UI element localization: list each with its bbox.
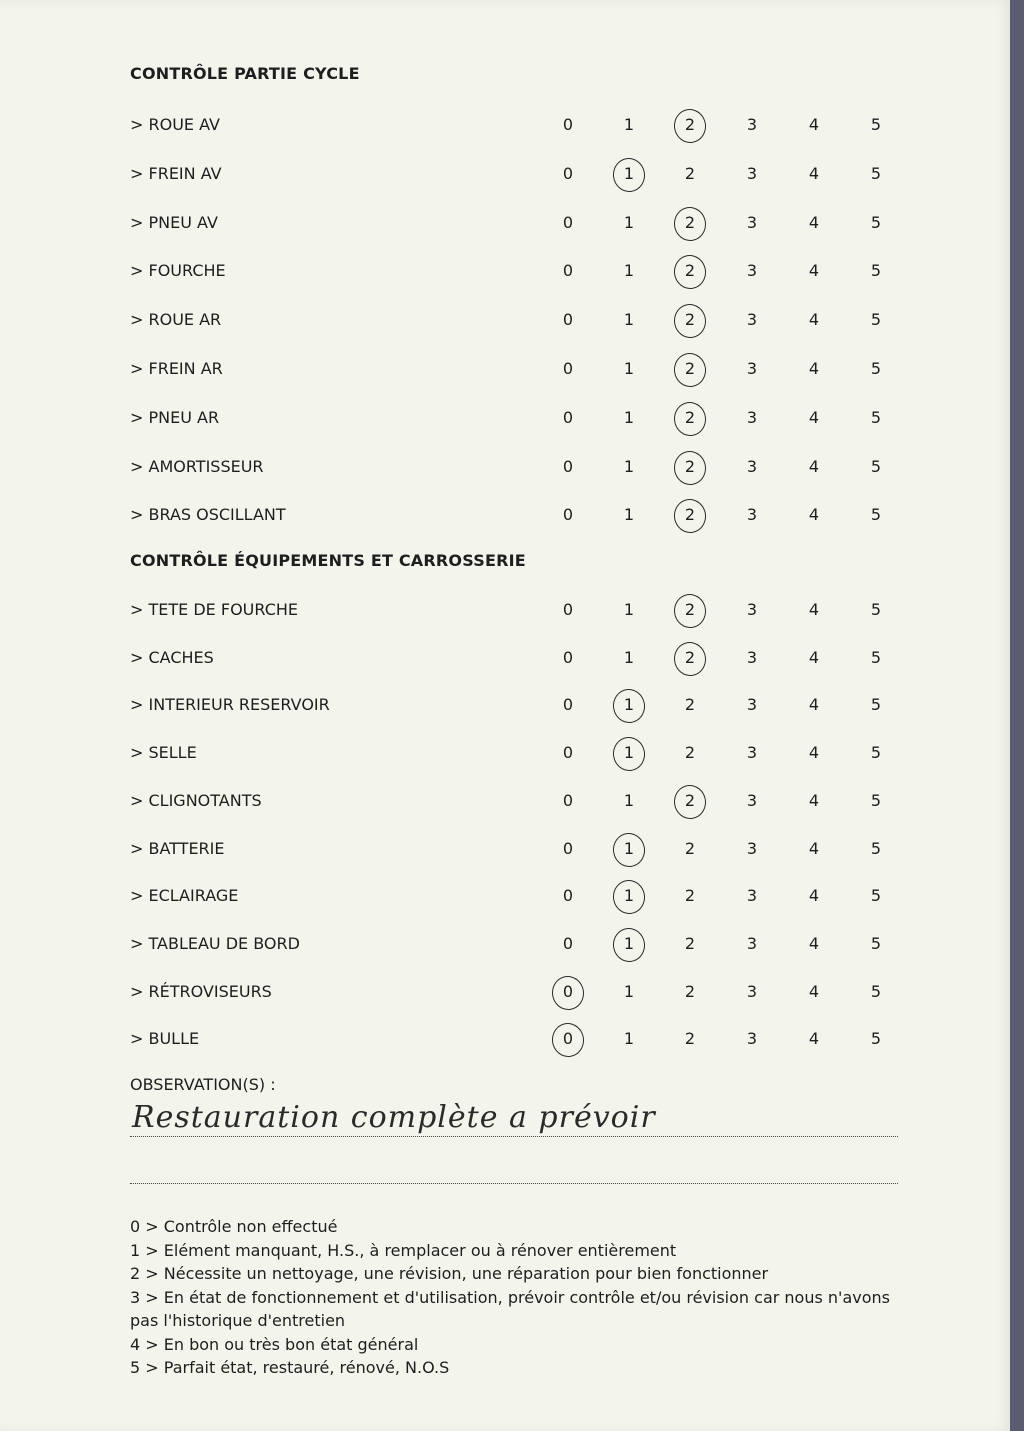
score-option-5[interactable]: 5 — [870, 838, 882, 858]
score-option-4[interactable]: 4 — [808, 310, 820, 330]
checklist-row — [0, 933, 1010, 963]
row-label: > FREIN AV — [130, 163, 222, 183]
row-label: > PNEU AV — [130, 212, 218, 232]
score-option-4[interactable]: 4 — [808, 163, 820, 183]
score-option-2[interactable]: 2 — [684, 261, 696, 281]
score-option-3[interactable]: 3 — [746, 838, 758, 858]
score-option-2[interactable]: 2 — [684, 886, 696, 906]
score-option-0[interactable]: 0 — [562, 359, 574, 378]
score-option-3[interactable]: 3 — [746, 886, 758, 906]
row-label: > TETE DE FOURCHE — [130, 600, 298, 619]
score-option-3[interactable]: 3 — [746, 163, 758, 183]
score-option-2[interactable]: 2 — [684, 212, 696, 232]
checklist-row — [0, 456, 1010, 486]
score-option-5[interactable]: 5 — [870, 261, 882, 281]
checklist-row — [0, 358, 1010, 388]
score-option-5[interactable]: 5 — [870, 1029, 882, 1049]
score-option-5[interactable]: 5 — [870, 115, 882, 134]
row-label: > BATTERIE — [130, 838, 225, 858]
checklist-row — [0, 260, 1010, 290]
score-option-3[interactable]: 3 — [746, 1029, 758, 1049]
score-option-0[interactable]: 0 — [562, 212, 574, 232]
observations-label: OBSERVATION(S) : — [130, 1075, 276, 1094]
score-option-0[interactable]: 0 — [562, 838, 574, 858]
score-option-0[interactable]: 0 — [562, 981, 574, 1001]
score-option-0[interactable]: 0 — [562, 743, 574, 763]
score-option-1[interactable]: 1 — [623, 838, 635, 858]
checklist-row — [0, 163, 1010, 193]
checklist-row — [0, 1028, 1010, 1058]
score-option-5[interactable]: 5 — [870, 456, 882, 476]
score-option-4[interactable]: 4 — [808, 1029, 820, 1049]
score-option-4[interactable]: 4 — [808, 261, 820, 281]
row-label: > ROUE AR — [130, 310, 222, 330]
row-label: > RÉTROVISEURS — [130, 981, 272, 1001]
score-option-4[interactable]: 4 — [808, 981, 820, 1001]
score-option-1[interactable]: 1 — [623, 981, 635, 1001]
section-title-equipment: CONTRÔLE ÉQUIPEMENTS ET CARROSSERIE — [130, 551, 526, 570]
score-option-5[interactable]: 5 — [870, 359, 882, 378]
row-label: > TABLEAU DE BORD — [130, 933, 300, 953]
row-label: > BULLE — [130, 1029, 200, 1049]
score-option-5[interactable]: 5 — [870, 212, 882, 232]
score-option-2[interactable]: 2 — [684, 310, 696, 330]
score-option-0[interactable]: 0 — [562, 261, 574, 281]
score-option-3[interactable]: 3 — [746, 981, 758, 1001]
score-option-0[interactable]: 0 — [562, 886, 574, 906]
score-option-3[interactable]: 3 — [746, 359, 758, 378]
score-option-3[interactable]: 3 — [746, 647, 758, 667]
score-option-5[interactable]: 5 — [870, 981, 882, 1001]
score-option-0[interactable]: 0 — [562, 310, 574, 330]
row-label: > SELLE — [130, 743, 197, 763]
score-option-3[interactable]: 3 — [746, 933, 758, 953]
row-label: > ROUE AV — [130, 115, 220, 134]
score-option-5[interactable]: 5 — [870, 790, 882, 810]
row-label: > BRAS OSCILLANT — [130, 505, 286, 525]
score-option-4[interactable]: 4 — [808, 743, 820, 763]
checklist-row — [0, 981, 1010, 1011]
score-option-2[interactable]: 2 — [684, 1029, 696, 1049]
score-option-1[interactable]: 1 — [623, 310, 635, 330]
score-option-4[interactable]: 4 — [808, 838, 820, 858]
score-option-0[interactable]: 0 — [562, 163, 574, 183]
score-option-4[interactable]: 4 — [808, 505, 820, 525]
score-option-5[interactable]: 5 — [870, 886, 882, 906]
score-option-1[interactable]: 1 — [623, 505, 635, 525]
section-title-cycle: CONTRÔLE PARTIE CYCLE — [130, 64, 360, 83]
legend-item: 3 > En état de fonctionnement et d'utilisation, prévoir contrôle et/ou révision car nous n'avons pas l'historique d'entretien — [130, 1287, 890, 1330]
row-label: > FOURCHE — [130, 261, 226, 281]
score-option-3[interactable]: 3 — [746, 790, 758, 810]
observations-line-2 — [130, 1182, 898, 1184]
score-option-1[interactable]: 1 — [623, 743, 635, 763]
score-option-3[interactable]: 3 — [746, 456, 758, 476]
score-option-0[interactable]: 0 — [562, 790, 574, 810]
score-option-2[interactable]: 2 — [684, 647, 696, 667]
score-option-3[interactable]: 3 — [746, 407, 758, 427]
score-option-1[interactable]: 1 — [623, 933, 635, 953]
score-option-4[interactable]: 4 — [808, 359, 820, 378]
checklist-row — [0, 599, 1010, 629]
legend — [130, 1215, 900, 1380]
row-label: > CACHES — [130, 647, 214, 667]
score-option-1[interactable]: 1 — [623, 600, 635, 619]
score-option-2[interactable]: 2 — [684, 600, 696, 619]
score-option-1[interactable]: 1 — [623, 261, 635, 281]
row-label: > FREIN AR — [130, 359, 223, 378]
score-option-0[interactable]: 0 — [562, 647, 574, 667]
score-option-4[interactable]: 4 — [808, 933, 820, 953]
score-option-4[interactable]: 4 — [808, 600, 820, 619]
score-option-5[interactable]: 5 — [870, 933, 882, 953]
row-label: > PNEU AR — [130, 407, 220, 427]
score-option-5[interactable]: 5 — [870, 647, 882, 667]
score-option-0[interactable]: 0 — [562, 695, 574, 715]
observations-line-1 — [130, 1135, 898, 1137]
score-option-2[interactable]: 2 — [684, 163, 696, 183]
checklist-row — [0, 694, 1010, 724]
row-label: > INTERIEUR RESERVOIR — [130, 695, 330, 715]
score-option-1[interactable]: 1 — [623, 456, 635, 476]
score-option-4[interactable]: 4 — [808, 695, 820, 715]
legend-item: 0 > Contrôle non effectué — [130, 1217, 338, 1236]
score-option-5[interactable]: 5 — [870, 310, 882, 330]
checklist-row — [0, 790, 1010, 820]
score-option-2[interactable]: 2 — [684, 359, 696, 378]
score-option-1[interactable]: 1 — [623, 115, 635, 134]
score-option-5[interactable]: 5 — [870, 743, 882, 763]
score-option-1[interactable]: 1 — [623, 1029, 635, 1049]
checklist-row — [0, 309, 1010, 339]
score-option-0[interactable]: 0 — [562, 600, 574, 619]
score-option-1[interactable]: 1 — [623, 212, 635, 232]
score-option-2[interactable]: 2 — [684, 456, 696, 476]
score-option-3[interactable]: 3 — [746, 261, 758, 281]
legend-item: 5 > Parfait état, restauré, rénové, N.O.S — [130, 1358, 450, 1377]
legend-item: 2 > Nécessite un nettoyage, une révision, une réparation pour bien fonctionner — [130, 1264, 769, 1283]
score-option-1[interactable]: 1 — [623, 695, 635, 715]
score-option-3[interactable]: 3 — [746, 600, 758, 619]
score-option-4[interactable]: 4 — [808, 886, 820, 906]
score-option-4[interactable]: 4 — [808, 790, 820, 810]
score-option-4[interactable]: 4 — [808, 115, 820, 134]
score-option-0[interactable]: 0 — [562, 115, 574, 134]
score-option-3[interactable]: 3 — [746, 743, 758, 763]
checklist-row — [0, 838, 1010, 868]
score-option-5[interactable]: 5 — [870, 407, 882, 427]
score-option-3[interactable]: 3 — [746, 695, 758, 715]
score-option-2[interactable]: 2 — [684, 743, 696, 763]
row-label: > ECLAIRAGE — [130, 886, 239, 906]
score-option-3[interactable]: 3 — [746, 212, 758, 232]
score-option-0[interactable]: 0 — [562, 456, 574, 476]
score-option-4[interactable]: 4 — [808, 456, 820, 476]
score-option-4[interactable]: 4 — [808, 212, 820, 232]
score-option-2[interactable]: 2 — [684, 933, 696, 953]
score-option-0[interactable]: 0 — [562, 505, 574, 525]
score-option-1[interactable]: 1 — [623, 790, 635, 810]
checklist-row — [0, 212, 1010, 242]
score-option-1[interactable]: 1 — [623, 163, 635, 183]
score-option-2[interactable]: 2 — [684, 981, 696, 1001]
score-option-5[interactable]: 5 — [870, 600, 882, 619]
checklist-row — [0, 885, 1010, 915]
checklist-row — [0, 407, 1010, 437]
observations-handwriting: Restauration complète a prévoir — [132, 1100, 656, 1135]
checklist-row — [0, 114, 1010, 144]
score-option-0[interactable]: 0 — [562, 407, 574, 427]
row-label: > AMORTISSEUR — [130, 456, 264, 476]
score-option-3[interactable]: 3 — [746, 115, 758, 134]
score-option-1[interactable]: 1 — [623, 647, 635, 667]
checklist-row — [0, 647, 1010, 677]
score-option-2[interactable]: 2 — [684, 505, 696, 525]
score-option-2[interactable]: 2 — [684, 838, 696, 858]
score-option-2[interactable]: 2 — [684, 790, 696, 810]
score-option-2[interactable]: 2 — [684, 115, 696, 134]
score-option-1[interactable]: 1 — [623, 886, 635, 906]
score-option-1[interactable]: 1 — [623, 359, 635, 378]
score-option-1[interactable]: 1 — [623, 407, 635, 427]
score-option-3[interactable]: 3 — [746, 505, 758, 525]
row-label: > CLIGNOTANTS — [130, 790, 262, 810]
score-option-0[interactable]: 0 — [562, 933, 574, 953]
score-option-4[interactable]: 4 — [808, 647, 820, 667]
checklist-row — [0, 504, 1010, 534]
score-option-5[interactable]: 5 — [870, 695, 882, 715]
legend-item: 1 > Elément manquant, H.S., à remplacer ou à rénover entièrement — [130, 1240, 677, 1260]
score-option-5[interactable]: 5 — [870, 505, 882, 525]
legend-item: 4 > En bon ou très bon état général — [130, 1334, 419, 1354]
score-option-2[interactable]: 2 — [684, 695, 696, 715]
score-option-5[interactable]: 5 — [870, 163, 882, 183]
score-option-3[interactable]: 3 — [746, 310, 758, 330]
score-option-4[interactable]: 4 — [808, 407, 820, 427]
score-option-2[interactable]: 2 — [684, 407, 696, 427]
score-option-0[interactable]: 0 — [562, 1029, 574, 1049]
checklist-row — [0, 742, 1010, 772]
